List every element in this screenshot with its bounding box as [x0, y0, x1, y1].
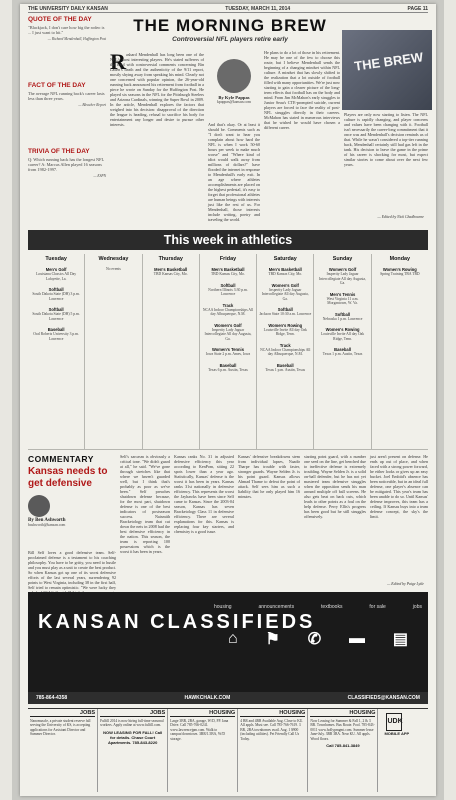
publication-date: TUESDAY, MARCH 11, 2014	[225, 6, 291, 12]
ad-text: Large 3BR, 2BA, garage, W/D, FP. Jana Drive. Call 785-766-0241. www.lawrencejpm.com. Walk to campus/downtown. 3BR/1.5BA, W/D storage.	[170, 719, 229, 741]
publication-name: THE UNIVERSITY DAILY KANSAN	[28, 6, 108, 12]
event-details: Texas 1 p.m. Austin, Texas	[265, 367, 306, 372]
week-in-athletics-title: This week in athletics	[28, 230, 428, 250]
trivia-text: Q: Which running back has the longest NFL career? A: Marcus Allen played 16 seasons from 1982-1997.	[28, 157, 105, 172]
event-sport: Baseball	[219, 362, 237, 368]
event	[30, 327, 82, 341]
udk-logo: UDK	[386, 713, 402, 731]
udk-mobile-app-ad[interactable]	[378, 709, 428, 792]
event-sport: Baseball	[47, 327, 65, 332]
event-details: Jackson State 10:30 a.m. Lawrence	[259, 312, 312, 316]
category-for-sale: for sale	[369, 604, 386, 610]
kansan-classifieds-banner	[28, 592, 428, 704]
event	[374, 267, 426, 277]
ad-text: Fulfill 2014 is now hiring full-time seasonal workers. Apply online at www.fulfill.com.	[100, 719, 164, 728]
ad-text: Now Leasing for Summer & Fall 1, 2 & 3 BR. Townhomes. Bus Route. Pool. 785-843-0011 www.hollypmgmt.com. Summer lease June-July. 3BR 3BA. Near KU. All appls. Wood floors.	[310, 719, 375, 741]
event	[145, 267, 197, 277]
day-name: Sunday	[332, 256, 353, 262]
event-details: Insperity Lady Jaguar Intercollegiate All day Augusta, Ga.	[319, 272, 366, 285]
classifieds-email[interactable]: CLASSIFIEDS@KANSAN.COM	[347, 695, 420, 701]
day-name: Saturday	[273, 256, 297, 262]
adjacent-page-left	[0, 0, 12, 800]
day-name: Wednesday	[98, 256, 129, 262]
brew-column-3: He plans to do a lot of those in his retirement. He may be one of the few to choose this route, but I believe Mendenhall sends the beginning of a changing mindset within NFL culture. A mindset that has slowly shifted to the realization that a lot outside of football filled with many opportunities. We're just now starting to gain a clearer picture of the long-term effects that football has on the body and mind. From Jim McMahon's early struggles to Junior Seau's CTE-prompted suicide, current players are forced to face the reality of post-NFL struggles directly in their careers. McMahon has stated in numerous interviews that he wished he would have chosen a different career.	[264, 50, 340, 130]
event	[202, 303, 254, 317]
ad-bold: Call 785-841-3849	[326, 743, 360, 749]
event-details: West Virginia 11 a.m. Morgantown, W. Va.	[326, 296, 359, 305]
day-wednesday	[85, 254, 142, 449]
event-details: Iowa State 2 p.m. Ames, Iowa	[205, 352, 251, 356]
fact-heading: FACT OF THE DAY	[28, 82, 86, 89]
ad-column-jobs-2	[98, 709, 168, 792]
event-details: South Dakota State (DH) 5 p.m. Lawrence	[32, 312, 80, 321]
day-name: Monday	[389, 256, 411, 262]
ad-heading: JOBS	[30, 710, 95, 717]
ad-heading: HOUSING	[310, 710, 375, 717]
commentary-credit: — Edited by Paige Lytle	[386, 582, 424, 586]
event	[259, 363, 311, 373]
event-sport: Men's Basketball	[211, 267, 245, 272]
ad-bold: NOW LEASING FOR FALL! Call for details. Chase Court Apartments. 785-843-8220	[103, 729, 163, 745]
trivia-heading: TRIVIA OF THE DAY	[28, 148, 90, 155]
event	[30, 287, 82, 301]
event	[202, 323, 254, 342]
day-name: Tuesday	[45, 256, 67, 262]
trivia-of-the-day	[28, 148, 106, 200]
newspaper-page	[20, 4, 436, 796]
brew-byline	[208, 59, 260, 119]
event	[202, 363, 254, 373]
event-sport: Softball	[48, 307, 64, 312]
category-housing: housing	[214, 604, 232, 610]
day-sunday	[314, 254, 371, 449]
event-sport: Women's Rowing	[325, 327, 360, 332]
commentary-byline: By Ben Ashworth	[28, 518, 66, 523]
event-sport: Men's Golf	[45, 267, 67, 272]
fact-of-the-day	[28, 82, 106, 134]
classifieds-site[interactable]: HAWKCHALK.COM	[184, 695, 231, 701]
classifieds-brand: KANSAN CLASSIFIEDS	[38, 611, 316, 633]
event	[316, 327, 368, 341]
ad-column-housing-1	[168, 709, 238, 792]
book-icon: ▤	[392, 631, 409, 648]
day-saturday	[257, 254, 314, 449]
event-sport: Track	[222, 302, 234, 308]
event-details: NCAA Indoor Championships All day Albuquerque, N.M.	[260, 347, 311, 356]
sale-sign-icon: ⚑	[265, 631, 280, 648]
commentary-column-1: Bill Self loves a good defensive team. Self-proclaimed defense is a testament to his coaching philosophy. You have to be gritty, you need to hustle and you must play as a unit to create the best product. So when Kansas got up one of its worst defensive efforts of the last several years, surrendering 92 points to West Virginia, including 38 in the first half, Self tried to remain optimistic. "We were lucky they	[28, 550, 116, 590]
event-details: Northern Illinois 3:30 p.m. Lawrence	[208, 287, 248, 296]
trivia-credit: — ESPN	[93, 174, 106, 178]
event-details: NCAA Indoor Championships All day Albuquerque, N.M.	[202, 307, 254, 316]
brew-dropcap: R	[110, 49, 126, 74]
page-number: PAGE 11	[407, 6, 428, 12]
adjacent-page-right	[444, 0, 456, 800]
event-sport: Men's Basketball	[154, 267, 188, 272]
ad-text: 4 BR and 4BR Available Aug. Close to KU. All appls. Must see. Call 785-766-7619. 3 BR, 2BA townhomes avail. Aug. 1 $900 (including utilities). Pet Friendly Call Us Today.	[240, 719, 304, 741]
event	[259, 283, 311, 302]
author-photo	[217, 59, 251, 93]
event-sport: Men's Basketball	[268, 267, 302, 272]
day-name: Thursday	[158, 256, 183, 262]
fact-text: The average NFL running back's career lasts less than three years.	[28, 91, 105, 101]
commentary-email: bashworth@kansan.com	[28, 523, 66, 527]
event	[259, 323, 311, 337]
event-details: TBD Kansas City, Mo.	[268, 272, 303, 276]
author-name: By Kyle Pappas	[218, 95, 250, 100]
commentary-column-2: Self's sarcasm is obviously a critical tone. "We didn't guard at all," he said. "We've gone through stretches like that where we haven't guarded well, but I think that's probably as poor as we've been." Self preaches shutdown defense because, for the most part, shutdown defense is one of the best indicators of postseason success. Naismith Bracketology team that cut down the nets in 2008 had the best defensive efficiency in the nation. This season, the team is reporting 100 possessions which is the worst it has been in years.	[120, 454, 170, 554]
event-details: Insperity Lady Jaguar Intercollegiate All day Augusta, Ga.	[204, 327, 252, 341]
event	[259, 267, 311, 277]
event-details: Texas 1 p.m. Austin, Texas	[322, 352, 363, 356]
day-thursday	[143, 254, 200, 449]
commentary-column-3: Kansas ranks No. 31 in adjusted defensive efficiency this year according to KenPom, sitting 22 spots lower than a year ago. Statistically, Kansas' defense is the worst it has been in years. Kansas ranks 31st nationally in defensive efficiency. This represents the worst the Jayhawks have been since Self came to Kansas. Since the 2003-04 season, Kansas has seven Bracketology Class 11 in defensive efficiency. There are several explanations for this. Kansas is replacing four key starters, and chemistry is a good issue.	[174, 454, 234, 534]
event-details: Louisville Invite All day Oak Ridge, Tenn.	[263, 327, 307, 336]
ad-heading: HOUSING	[240, 710, 305, 717]
day-friday	[200, 254, 257, 449]
event-sport: Track	[279, 342, 291, 348]
couch-icon: ▬	[349, 630, 366, 647]
ad-text: Nanomuscle, a private student reserve fall serving the University of KS, is accepting applications for Assistant Director and Summer Director.	[30, 719, 91, 737]
ad-column-housing-2	[238, 709, 308, 792]
brew-image-label: THE BREW	[353, 49, 425, 74]
mobile-app-label: MOBILE APP	[384, 731, 410, 736]
house-icon: ⌂	[227, 630, 238, 647]
commentary-column-6: just aren't present on defense. He ends up out of place, and when faced with a strong power forward, he either looks or gives up an easy bucket. Joel Embiid's absence has been noticeable, but in an ideal full defense, one player's absence can be mitigated. This year's team has been unable to do so. Until Kansas' defense improves, this team has a ceiling. If Kansas buys into a team defense concept, the sky's the limit.	[370, 454, 428, 519]
event-sport: Women's Golf	[214, 322, 242, 328]
quote-of-the-day	[28, 16, 106, 68]
event-details: TBD Kansas City, Mo.	[211, 272, 245, 276]
event	[316, 292, 368, 306]
fact-credit: — Bleacher Report	[78, 103, 106, 107]
day-monday	[372, 254, 428, 449]
category-textbooks: textbooks	[321, 604, 343, 610]
brew-column-4: Players are only now starting to listen. The NFL culture is rapidly changing, and player concerns and values have been changing with it. Football isn't necessarily the career-long commitment that it once was and Mendenhall's decision reminds us of that. While he wasn't considered a top-tier running back, Mendenhall certainly still had gas left in the tank. His decision to leave the game in the prime of his career is shocking for most, but expect similar stories to come about over the next few years.	[344, 112, 428, 167]
commentary-label: COMMENTARY	[28, 454, 94, 464]
event-sport: Softball	[48, 287, 64, 292]
event-sport: No events	[105, 267, 121, 271]
event-details: Oral Roberts University 3 p.m. Lawrence	[33, 332, 79, 341]
classifieds-icons	[214, 618, 422, 660]
event-details: Louisville Invite All day Oak Ridge, Tenn.	[320, 332, 365, 341]
day-tuesday	[28, 254, 85, 449]
commentary-header	[28, 454, 116, 527]
category-jobs: jobs	[412, 604, 422, 610]
event-sport: Women's Tennis	[211, 347, 244, 352]
event	[202, 267, 254, 277]
event	[259, 343, 311, 357]
commentary-column-5: starting point guard, with a number one seed on the line, get benched due to ineffective defense is extremely troubling. Wayne Selden Jr. is a solid on-ball defender, but he has not yet mastered team defensive struggles when the opposition sends his man around multiple off ball screens. He also gets beat on back cuts, which leads to other points as a foul on the help defense. Perry Ellis's progress has been good but he still struggles offensively.	[304, 454, 366, 519]
quote-credit: — Richard Mendenhall, Huffington Post	[47, 37, 106, 41]
event	[30, 307, 82, 321]
event-details: Insperity Lady Jaguar Intercollegiate All day Augusta, Ga.	[261, 287, 309, 301]
event-details: Nebraska 1 p.m. Lawrence	[322, 316, 363, 321]
event-sport: Softball	[277, 307, 293, 312]
event-sport: Softball	[335, 311, 351, 317]
commentary-title: Kansas needs to get defensive	[28, 466, 108, 489]
event-details: South Dakota State (DH) 3 p.m. Lawrence	[32, 292, 80, 301]
day-name: Friday	[219, 256, 237, 262]
brew-credit: — Edited by Nick Chadbourne	[377, 215, 424, 219]
quote-heading: QUOTE OF THE DAY	[28, 16, 92, 23]
event	[316, 267, 368, 286]
ad-heading: HOUSING	[170, 710, 235, 717]
brew-subtitle: Controversial NFL players retire early	[172, 36, 288, 43]
event-sport: Baseball	[276, 362, 294, 368]
event-sport: Softball	[220, 282, 236, 288]
event-details: Texas 6 p.m. Austin, Texas	[208, 367, 248, 372]
commentary-author-photo	[28, 495, 50, 517]
ad-column-housing-3	[308, 709, 378, 792]
event-sport: Men's Tennis	[329, 291, 356, 297]
category-announcements: announcements	[258, 604, 295, 610]
event-sport: Women's Golf	[271, 282, 299, 288]
classifieds-categories	[214, 604, 422, 610]
athletics-schedule	[28, 254, 428, 450]
event	[316, 312, 368, 322]
event	[30, 267, 82, 281]
event-sport: Baseball	[334, 347, 351, 352]
event-sport: Women's Rowing	[268, 322, 303, 328]
event-details: Louisiana Classics All Day Lafayette, La.	[36, 272, 77, 281]
classifieds-contact-strip	[28, 692, 428, 704]
classified-ads	[28, 708, 428, 792]
megaphone-icon: ✆	[307, 631, 322, 648]
classifieds-phone: 785-864-4358	[36, 695, 68, 701]
brew-column-1: ashard Mendenhall has long been one of the NFL's most interesting players. He's stated sufferers of the field with controversial comments concerning Bin Laden's death and the authenticity of the 9/11 report, mostly shying away from speaking his mind. Clearly not one concerned with popular opinion, the 26-year-old running back announced his retirement from football in a piece he wrote on Sunday for the Huffington Post. He played six seasons in the NFL for the Pittsburgh Steelers and Arizona Cardinals, winning the Super Bowl in 2009. In the article, Mendenhall explores the factors that weighed into his decision: disapproval of the direction the league is heading, refusal to sacrifice his body for entertainment any longer and desire to pursue other interests.	[110, 52, 204, 127]
event	[202, 347, 254, 357]
event	[87, 267, 139, 272]
event-details: TBD Kansas City, Mo.	[153, 272, 188, 276]
commentary-column-4: Kansas' defensive breakdowns stem from individual lapses, Naadir Tharpe has trouble with faster, stronger guards. Wayne Selden Jr. is his point guard. Kansas allows Ahmad Thame to defeat the point of attack. Self sees him as such a liability that he only played him 16 minutes.	[238, 454, 300, 499]
brew-title: THE MORNING BREW	[133, 16, 327, 35]
brew-logo-image	[342, 30, 432, 110]
event	[316, 347, 368, 357]
event	[202, 283, 254, 297]
brew-sidebar	[28, 16, 106, 228]
event-details: Spring Training TBA TBD	[380, 272, 420, 276]
ad-heading: JOBS	[100, 710, 165, 717]
event-sport: Women's Golf	[328, 267, 357, 272]
brew-column-2: And that's okay. Or at least it should be. Comments such as "I don't want to hear you complain about how hard the NFL is when I work 50-60 hours per week to make much worse" and "Where kind of idiot would walk away from millions of dollars?" have flooded the internet in response to Mendenhall's early exit. In an age where athletes accomplishments are placed on the highest pedestal, it's easy to forget that professional athletes are human beings with interests just like the rest of us. For Mendenhall, those interests include writing, poetry and traveling the world.	[208, 122, 260, 222]
ad-column-jobs-1	[28, 709, 98, 792]
event-sport: Women's Rowing	[382, 267, 417, 272]
event	[259, 307, 311, 317]
page-header	[28, 6, 428, 13]
quote-text: "Blackjack, I don't care how big the rodeo is ... I just want to hit."	[28, 25, 105, 35]
author-email: kpappas@kansan.com	[217, 100, 251, 104]
